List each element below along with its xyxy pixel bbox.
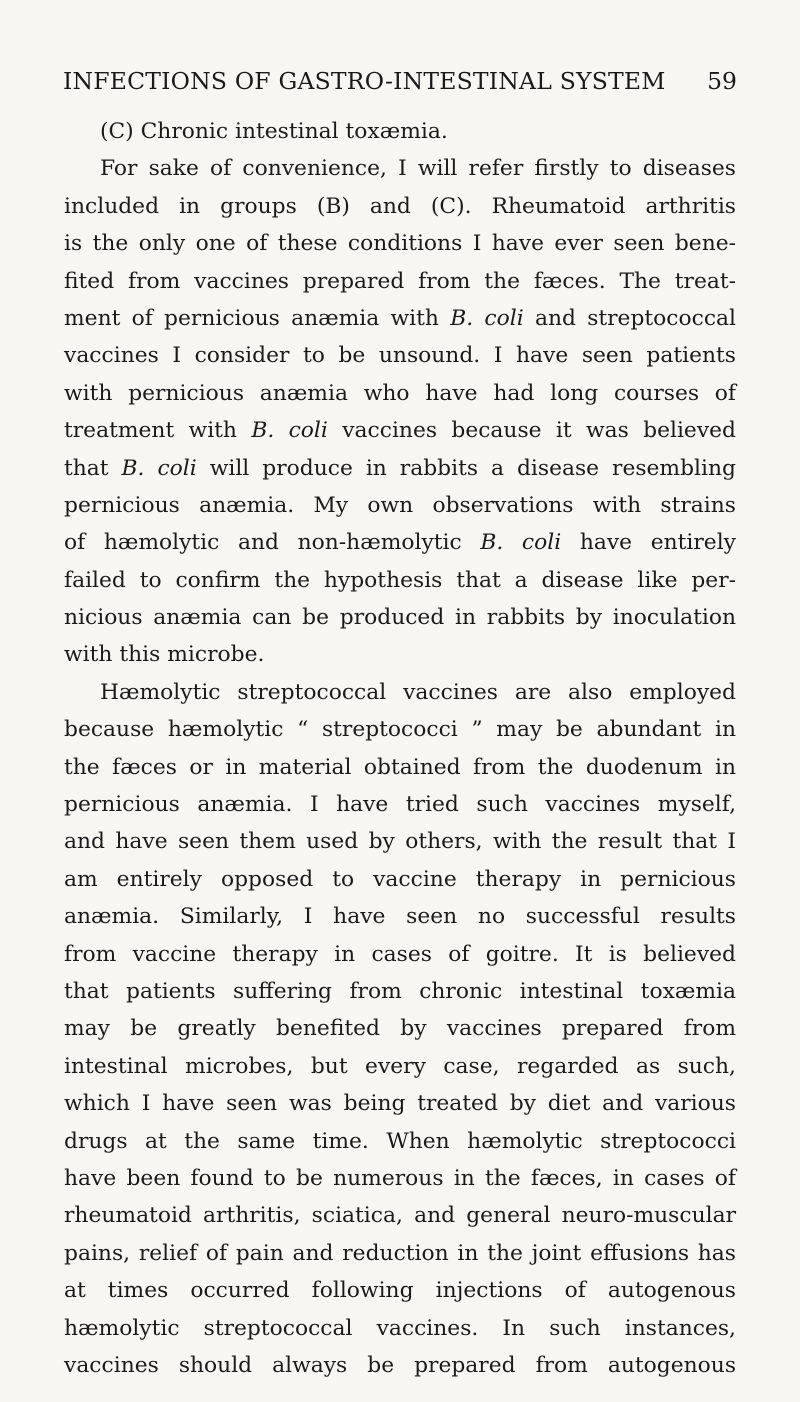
text-line: included in groups (B) and (C). Rheumatoid arthritis [64, 193, 736, 219]
text-segment: treatment with [64, 418, 252, 444]
page-number: 59 [707, 67, 737, 95]
text-line: Hæmolytic streptococcal vaccines are also employed [100, 679, 736, 705]
running-head-title: INFECTIONS OF GASTRO-INTESTINAL SYSTEM [63, 67, 666, 95]
text-line: because hæmolytic “ streptococci ” may be abundant in [64, 717, 736, 743]
text-line: from vaccine therapy in cases of goitre. It is believed [64, 941, 736, 967]
italic-term: B. coli [450, 305, 524, 331]
text-line: may be greatly benefited by vaccines prepared from [64, 1016, 736, 1042]
text-line [64, 524, 736, 561]
text-segment: that [64, 455, 122, 481]
text-line: and have seen them used by others, with the result that I [64, 829, 736, 855]
text-line: vaccines should always be prepared from autogenous [64, 1352, 736, 1378]
text-line: the fæces or in material obtained from the duodenum in [64, 754, 736, 780]
text-line: am entirely opposed to vaccine therapy in pernicious [64, 866, 736, 892]
italic-term: B. coli [251, 418, 328, 444]
text-line: failed to confirm the hypothesis that a disease like per- [64, 567, 736, 593]
text-segment: vaccines because it was believed [327, 418, 736, 444]
text-line: nicious anæmia can be produced in rabbits by inoculation [64, 605, 736, 631]
text-line: pains, relief of pain and reduction in the joint effusions has [64, 1240, 736, 1266]
text-line: at times occurred following injections of autogenous [64, 1278, 736, 1304]
text-line: (C) Chronic intestinal toxæmia. [100, 119, 448, 144]
italic-term: B. coli [480, 530, 562, 556]
text-line [64, 300, 736, 337]
text-line: vaccines I consider to be unsound. I have seen patients [64, 343, 736, 369]
text-line: anæmia. Similarly, I have seen no successful results [64, 904, 736, 930]
text-line: fited from vaccines prepared from the fæces. The treat- [64, 268, 736, 294]
text-line: have been found to be numerous in the fæces, in cases of [64, 1165, 736, 1191]
text-line: that patients suffering from chronic intestinal toxæmia [64, 978, 736, 1004]
text-segment: will produce in rabbits a disease resembling [196, 455, 736, 481]
text-line: For sake of convenience, I will refer firstly to diseases [100, 156, 736, 182]
text-segment: of hæmolytic and non-hæmolytic [64, 530, 481, 556]
text-line: which I have seen was being treated by diet and various [64, 1091, 736, 1117]
text-line: pernicious anæmia. I have tried such vaccines myself, [64, 792, 736, 818]
text-line: is the only one of these conditions I have ever seen bene- [64, 231, 736, 257]
running-head [63, 66, 737, 96]
text-line: with this microbe. [64, 642, 265, 668]
text-line [64, 412, 736, 449]
text-line: with pernicious anæmia who have had long courses of [64, 380, 736, 406]
text-line: pernicious anæmia. My own observations with strains [64, 492, 736, 518]
body-text [64, 113, 736, 1384]
text-segment: and streptococcal [523, 305, 737, 331]
text-line: rheumatoid arthritis, sciatica, and general neuro-muscular [64, 1203, 736, 1229]
text-segment: ment of pernicious anæmia with [64, 305, 451, 331]
text-line: drugs at the same time. When hæmolytic streptococci [64, 1128, 736, 1154]
italic-term: B. coli [121, 455, 197, 481]
text-line [64, 450, 736, 487]
text-line: hæmolytic streptococcal vaccines. In such instances, [64, 1315, 736, 1341]
text-segment: have entirely [561, 530, 736, 556]
text-line: intestinal microbes, but every case, regarded as such, [64, 1053, 736, 1079]
